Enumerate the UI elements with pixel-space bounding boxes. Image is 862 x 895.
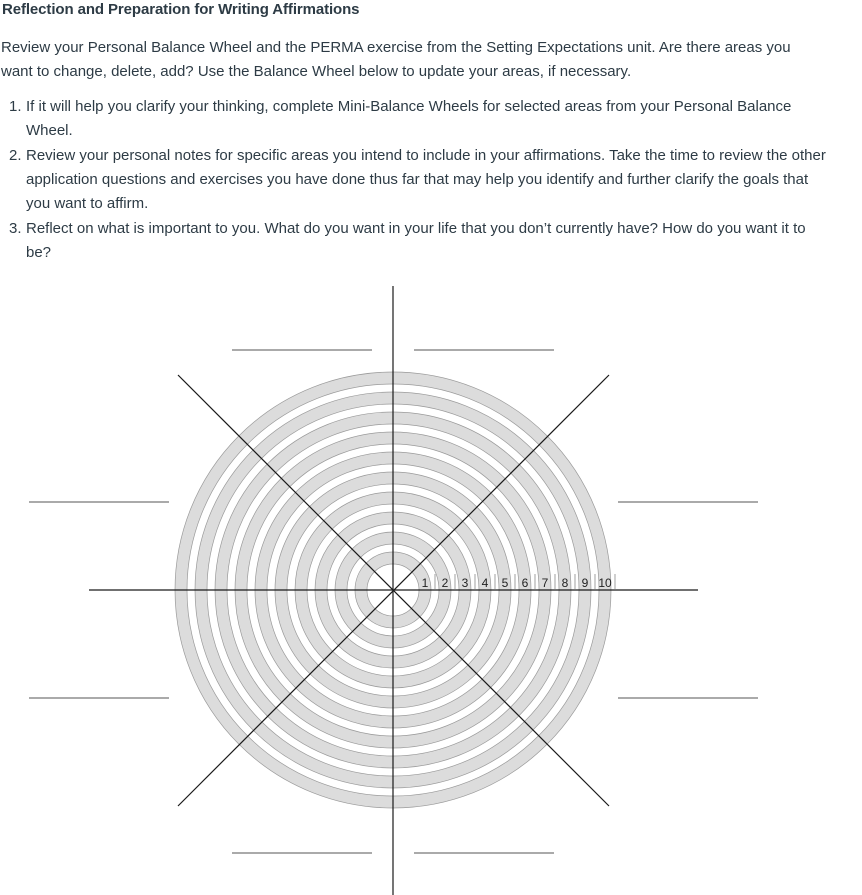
- scale-label: 1: [421, 576, 429, 590]
- intro-paragraph: Review your Personal Balance Wheel and the PERMA exercise from the Setting Expectations unit. Are there areas you want to change, delete, add? Use the Balance Wheel below to update your areas, if necessary.: [1, 39, 791, 80]
- scale-label: 5: [501, 576, 509, 590]
- scale-label: 9: [581, 576, 589, 590]
- wheel-spokes: [89, 286, 698, 895]
- balance-wheel-diagram: [0, 280, 862, 895]
- page-heading: Reflection and Preparation for Writing Affirmations: [2, 1, 360, 18]
- scale-label: 10: [598, 576, 612, 590]
- scale-label: 4: [481, 576, 489, 590]
- scale-label: 8: [561, 576, 569, 590]
- instruction-text: Review your personal notes for specific areas you intend to include in your affirmations. Take the time to review the other application questions and exercises you have done thus far that may help you identify and further clarify the goals that you want to affirm.: [26, 147, 826, 212]
- instruction-item: [9, 217, 826, 265]
- instruction-number: 1.: [9, 98, 22, 115]
- scale-label: 6: [521, 576, 529, 590]
- scale-label: 2: [441, 576, 449, 590]
- instruction-text: Reflect on what is important to you. What do you want in your life that you don’t currently have? How do you want it to be?: [26, 220, 806, 261]
- instruction-item: [9, 144, 826, 216]
- instruction-list: [9, 95, 826, 265]
- instruction-item: [9, 95, 826, 143]
- instruction-number: 2.: [9, 147, 22, 164]
- instruction-number: 3.: [9, 220, 22, 237]
- scale-label: 3: [461, 576, 469, 590]
- scale-label: 7: [541, 576, 549, 590]
- instruction-text: If it will help you clarify your thinking, complete Mini-Balance Wheels for selected areas from your Personal Balance Wheel.: [26, 98, 792, 139]
